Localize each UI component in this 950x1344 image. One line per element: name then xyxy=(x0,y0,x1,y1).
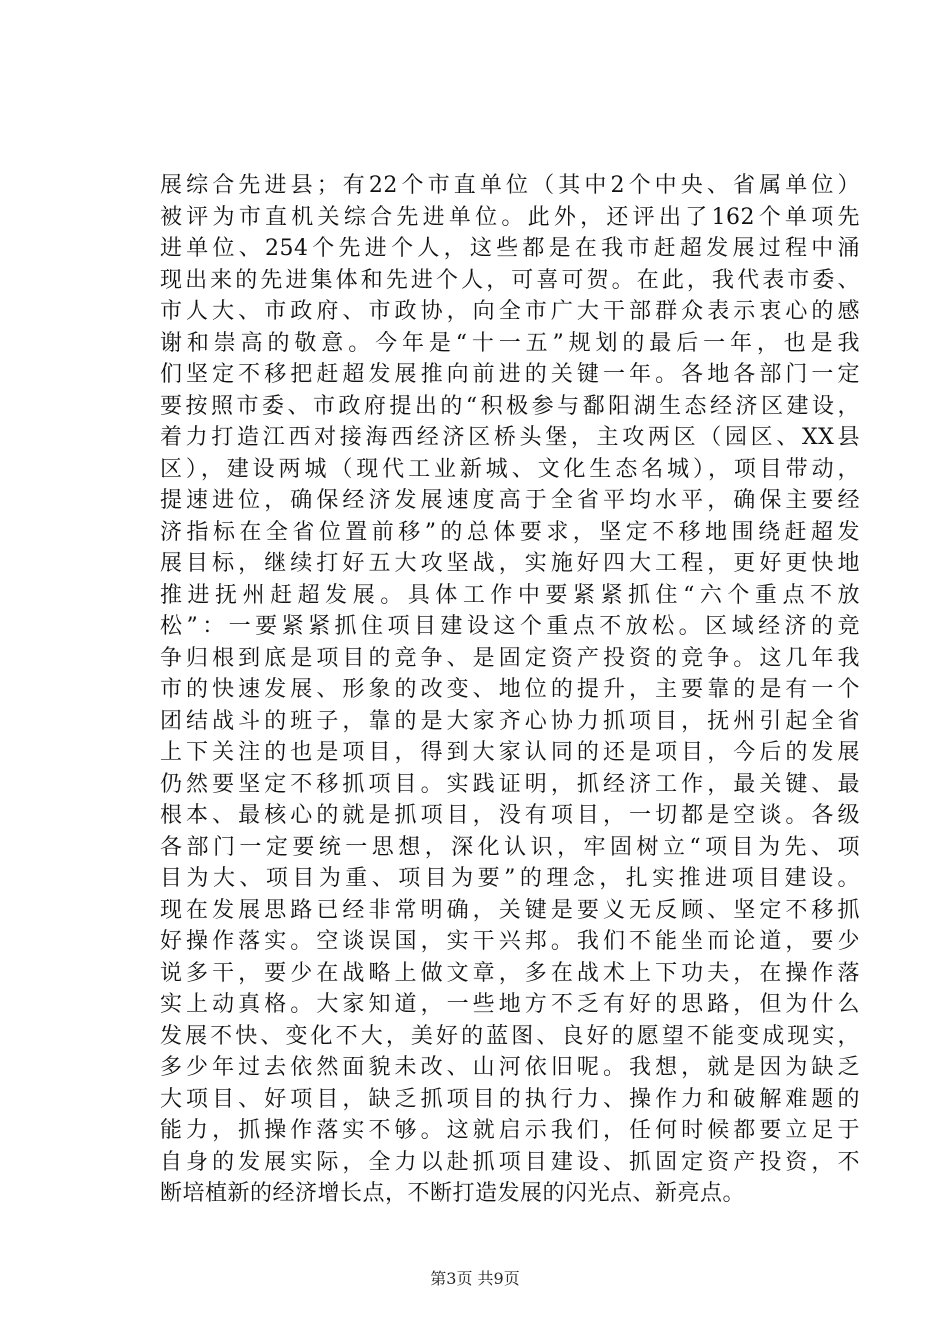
text-line: 市的快速发展、形象的改变、地位的提升，主要靠的是有一个 xyxy=(160,677,860,702)
page-number-label: 第3页 共9页 xyxy=(430,1269,520,1288)
text-line: 谢和崇高的敬意。今年是“十一五”规划的最后一年，也是我 xyxy=(160,330,860,356)
text-line: 团结战斗的班子，靠的是大家齐心协力抓项目，抚州引起全省 xyxy=(160,708,860,734)
text-line: 说多干，要少在战略上做文章，多在战术上下功夫，在操作落 xyxy=(160,960,860,986)
text-line: 要按照市委、市政府提出的“积极参与鄱阳湖生态经济区建设， xyxy=(160,393,860,419)
text-line: 根本、最核心的就是抓项目，没有项目，一切都是空谈。各级 xyxy=(160,803,860,828)
text-line: 们坚定不移把赶超发展推向前进的关键一年。各地各部门一定 xyxy=(160,362,860,387)
text-line: 展综合先进县；有22个市直单位（其中2个中央、省属单位） xyxy=(160,173,860,198)
text-line: 目为大、项目为重、项目为要”的理念，扎实推进项目建设。 xyxy=(160,866,860,891)
text-line: 实上动真格。大家知道，一些地方不乏有好的思路，但为什么 xyxy=(160,992,860,1017)
text-line: 大项目、好项目，缺乏抓项目的执行力、操作力和破解难题的 xyxy=(160,1086,860,1112)
text-line: 进单位、254个先进个人，这些都是在我市赶超发展过程中涌 xyxy=(160,236,860,261)
text-line: 现出来的先进集体和先进个人，可喜可贺。在此，我代表市委、 xyxy=(160,267,860,293)
text-line: 上下关注的也是项目，得到大家认同的还是项目，今后的发展 xyxy=(160,740,860,765)
text-line: 推进抚州赶超发展。具体工作中要紧紧抓住“六个重点不放 xyxy=(160,582,860,608)
text-line: 展目标，继续打好五大攻坚战，实施好四大工程，更好更快地 xyxy=(160,551,860,576)
text-line: 现在发展思路已经非常明确，关键是要义无反顾、坚定不移抓 xyxy=(160,897,860,923)
text-line: 仍然要坚定不移抓项目。实践证明，抓经济工作，最关键、最 xyxy=(160,771,860,797)
page-footer xyxy=(0,1266,950,1289)
text-line: 市人大、市政府、市政协，向全市广大干部群众表示衷心的感 xyxy=(160,299,860,324)
body-text xyxy=(160,170,860,1210)
text-line: 多少年过去依然面貌未改、山河依旧呢。我想，就是因为缺乏 xyxy=(160,1055,860,1080)
text-line: 发展不快、变化不大，美好的蓝图、良好的愿望不能变成现实， xyxy=(160,1023,860,1049)
text-line: 提速进位，确保经济发展速度高于全省平均水平，确保主要经 xyxy=(160,488,860,513)
text-line: 能力，抓操作落实不够。这就启示我们，任何时候都要立足于 xyxy=(160,1118,860,1143)
text-line: 被评为市直机关综合先进单位。此外，还评出了162个单项先 xyxy=(160,204,860,230)
text-line: 争归根到底是项目的竞争、是固定资产投资的竞争。这几年我 xyxy=(160,645,860,671)
text-line: 自身的发展实际，全力以赴抓项目建设、抓固定资产投资，不 xyxy=(160,1149,860,1175)
text-line: 松”：一要紧紧抓住项目建设这个重点不放松。区域经济的竞 xyxy=(160,614,860,639)
text-line: 济指标在全省位置前移”的总体要求，坚定不移地围绕赶超发 xyxy=(160,519,860,545)
text-line: 区），建设两城（现代工业新城、文化生态名城），项目带动， xyxy=(160,456,860,482)
text-line: 各部门一定要统一思想，深化认识，牢固树立“项目为先、项 xyxy=(160,834,860,860)
text-line: 着力打造江西对接海西经济区桥头堡，主攻两区（园区、XX县 xyxy=(160,425,860,450)
text-line: 断培植新的经济增长点，不断打造发展的闪光点、新亮点。 xyxy=(160,1181,746,1206)
text-line: 好操作落实。空谈误国，实干兴邦。我们不能坐而论道，要少 xyxy=(160,929,860,954)
